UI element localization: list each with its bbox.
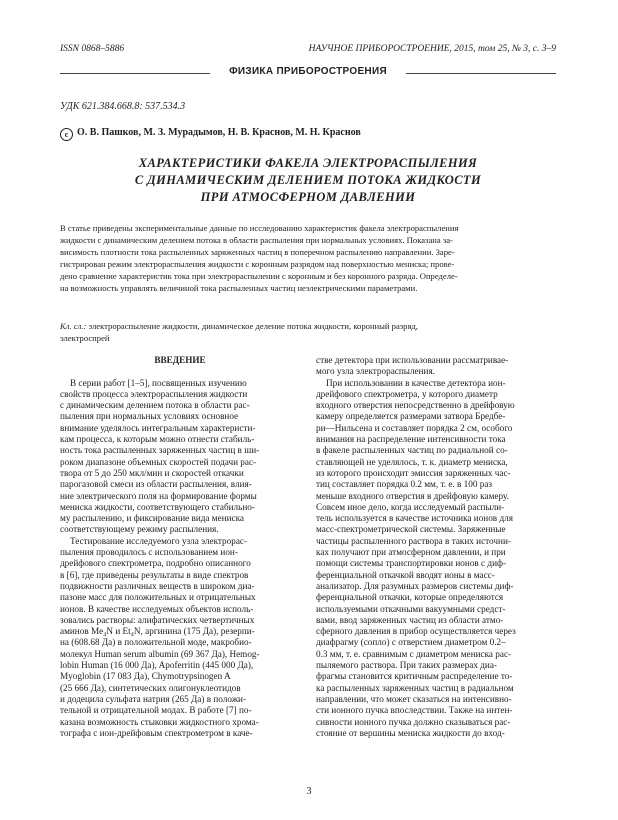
text-line: Совсем иное дело, когда исследуемый распыли- — [316, 501, 505, 512]
text-line: ние электрического поля на формирование формы — [60, 490, 257, 501]
text-line: диафрагму (сопло) с отверстием диаметром 0.2– — [316, 637, 506, 648]
text-line: роком диапазоне объемных скоростей подачи рас- — [60, 456, 257, 467]
text-line: ри—Нильсена и составляет порядка 2 см, особого — [316, 422, 513, 433]
abstract-line: на возможность управлять величиной тока распыленных частиц неэлектрическими параметрами. — [60, 282, 418, 293]
abstract-line: В статье приведены экспериментальные данные по исследованию характеристик факела электрораспыления — [60, 223, 459, 233]
title-line: ХАРАКТЕРИСТИКИ ФАКЕЛА ЭЛЕКТРОРАСПЫЛЕНИЯ — [138, 156, 478, 170]
keywords-text: электроспрей — [60, 333, 110, 343]
text-line: lobin Human (16 000 Да), Apoferritin (445 000 Да), — [60, 660, 254, 671]
text-line: вами, ввод заряженных частиц из области атмо- — [316, 614, 504, 625]
text-line: казана возможность стыковки жидкостного хрома- — [60, 716, 259, 727]
text-line: му распылению, и фиксирование вида мениска — [60, 513, 245, 524]
journal-citation: НАУЧНОЕ ПРИБОРОСТРОЕНИЕ, 2015, том 25, № 3, с. 3–9 — [308, 44, 556, 54]
text-line: и додецила сульфата натрия (265 Да) в положи- — [60, 693, 247, 704]
abstract-line: жидкости с динамическим делением потока в области распыления при нормальных условиях. Показана за- — [60, 234, 453, 245]
text-line: молекул Human serum albumin (69 367 Да), Hemog- — [60, 648, 260, 659]
text-line: входного отверстия непосредственно в дрейфовую — [316, 400, 515, 411]
text-line: В серии работ [1–5], посвященных изучению — [70, 377, 247, 388]
text-line: тографа с ион-дрейфовым спектрометром в каче- — [60, 727, 253, 738]
authors-line — [60, 127, 361, 141]
keywords-label: Кл. сл.: — [60, 321, 87, 331]
section-heading — [60, 66, 556, 80]
text-line: ность тока распыленных заряженных частиц в ши- — [60, 445, 260, 456]
text-line: стве детектора при использовании рассматривае- — [316, 355, 509, 365]
title-line: ПРИ АТМОСФЕРНОМ ДАВЛЕНИИ — [200, 190, 416, 204]
text-line: ка распыленных заряженных частиц в радиальном — [316, 682, 514, 693]
text-line: анализатор. Для разумных размеров системы диф- — [316, 580, 514, 591]
abstract-line: висимость плотности тока распыленных заряженных частиц в поперечном распылению направлении. Заре- — [60, 246, 455, 257]
text-line: помощи системы транспортировки ионов с диф- — [316, 558, 507, 569]
rule-left — [60, 73, 210, 74]
text-line: твора от 5 до 250 мкл/мин и скоростей откачки — [60, 467, 244, 478]
text-line: в факеле распыленных частиц по радиальной со- — [316, 445, 508, 456]
abstract — [60, 223, 556, 294]
text-line: кам процесса, к которым можно отнести стабиль- — [60, 434, 255, 445]
text-line: на (608.68 Да) в положительной моде, макробио- — [60, 637, 252, 648]
text-line: сти ионного пучка впоследствии. Также на интен- — [316, 705, 513, 716]
page-number: 3 — [306, 786, 312, 797]
text-line: дрейфового спектрометра, у которого диаметр — [316, 388, 498, 399]
text-line: масс-спектрометрической системы. Заряженные — [316, 524, 506, 535]
section-title: ФИЗИКА ПРИБОРОСТРОЕНИЯ — [229, 66, 387, 77]
text-line: подвижности различных веществ в широком диа- — [60, 580, 255, 591]
text-line: тель используется в качестве источника ионов для — [316, 513, 513, 524]
text-line: с динамическим делением потока в области рас- — [60, 400, 250, 411]
text-line: частицы распыленного раствора в таких источни- — [316, 535, 511, 546]
text-line: 0.3 мм, т. е. сравнимым с диаметром мениска рас- — [316, 648, 512, 659]
udc-code: УДК 621.384.668.8: 537.534.3 — [60, 101, 186, 112]
text-line: пыления при нормальных условиях основное — [60, 411, 239, 422]
title-line: С ДИНАМИЧЕСКИМ ДЕЛЕНИЕМ ПОТОКА ЖИДКОСТИ — [134, 173, 482, 187]
text-line: соответствующему режиму распыления. — [60, 524, 219, 535]
text-line: дрейфового спектрометра, подробно описанного — [60, 558, 251, 569]
text-line: внимание уделялось интегральным характеристи- — [60, 422, 256, 433]
text-line: Myoglobin (17 083 Да), Chymotrypsinogen A — [60, 671, 231, 682]
text-line: тиц составляет порядка 0.2 мм, т. е. в 100 раз — [316, 479, 493, 490]
text-line: мого узла электрораспыления. — [316, 366, 435, 377]
right-column — [316, 355, 556, 739]
text-line: используемыми откачными вакуумными средст- — [316, 603, 506, 614]
article-title — [60, 155, 556, 206]
text-line: внимания на распределение интенсивности тока — [316, 434, 506, 445]
abstract-line: дено сравнение характеристик тока при электрораспылении с коронным и без коронного разряда. Определе- — [60, 270, 458, 281]
text-line: фрагмы становится критичным распределение то- — [316, 671, 513, 682]
left-column — [60, 355, 300, 739]
keywords — [60, 320, 556, 344]
issn: ISSN 0868–5886 — [60, 44, 125, 54]
text-line: ференциальной откачки, которые определяются — [316, 592, 504, 603]
text-line: аминов Me₄N и Et₄N, аргинина (175 Да), резерпи- — [60, 626, 255, 637]
text-line: зовались растворы: алифатических четвертичных — [60, 614, 255, 625]
text-line: свойств процесса электрораспыления жидкости — [60, 388, 248, 399]
text-line: стояние от вершины мениска жидкости до вход- — [316, 727, 505, 738]
text-line: Тестирование исследуемого узла электрорас- — [70, 535, 248, 546]
text-line: пазоне масс для положительных и отрицательных — [60, 592, 256, 603]
text-line: меньше входного отверстия в дрейфовую камеру. — [316, 490, 509, 501]
text-line: При использовании в качестве детектора ион- — [326, 377, 506, 388]
text-line: тельной и отрицательной модах. В работе [7] по- — [60, 705, 252, 716]
intro-heading: ВВЕДЕНИЕ — [154, 355, 206, 365]
authors: О. В. Пашков, М. З. Мурадымов, Н. В. Краснов, М. Н. Краснов — [77, 127, 361, 138]
text-line: парогазовой смеси из области распыления, влия- — [60, 479, 252, 490]
text-line: ставляющей не уделялось, т. к. диаметр мениска, — [316, 456, 508, 467]
text-line: пыления проводилось с использованием ион- — [60, 547, 238, 558]
text-line: ионов. В качестве исследуемых объектов исполь- — [60, 603, 254, 614]
text-line: ках получают при атмосферном давлении, и при — [316, 547, 506, 558]
rule-right — [406, 73, 556, 74]
text-line: пыляемого раствора. При таких размерах диа- — [316, 660, 497, 671]
text-line: мениска жидкости, соответствующего стабильно- — [60, 501, 255, 512]
text-line: в [6], где приведены результаты в виде спектров — [60, 569, 249, 580]
copyright-icon: c — [60, 128, 73, 141]
text-line: сивности ионного пучка должно сказываться рас- — [316, 716, 511, 727]
text-line: (25 666 Да), синтетических олигонуклеотидов — [60, 682, 241, 693]
text-line: из которого происходит эмиссия заряженных час- — [316, 467, 511, 478]
keywords-text: электрораспыление жидкости, динамическое деление потока жидкости, коронный разряд, — [88, 321, 418, 331]
text-line: камеру определяется размерами затвора Бредбе- — [316, 411, 506, 422]
text-line: сферного давления в прибор осуществляется через — [316, 626, 516, 637]
abstract-line: гистрирован режим электрораспыления жидкости с коронным разрядом над поверхностью мениска; прове- — [60, 258, 455, 269]
text-line: ференциальной откачкой вводят ионы в масс- — [316, 569, 495, 580]
running-header — [60, 44, 556, 54]
text-line: направлении, что может сказаться на интенсивно- — [316, 693, 512, 704]
